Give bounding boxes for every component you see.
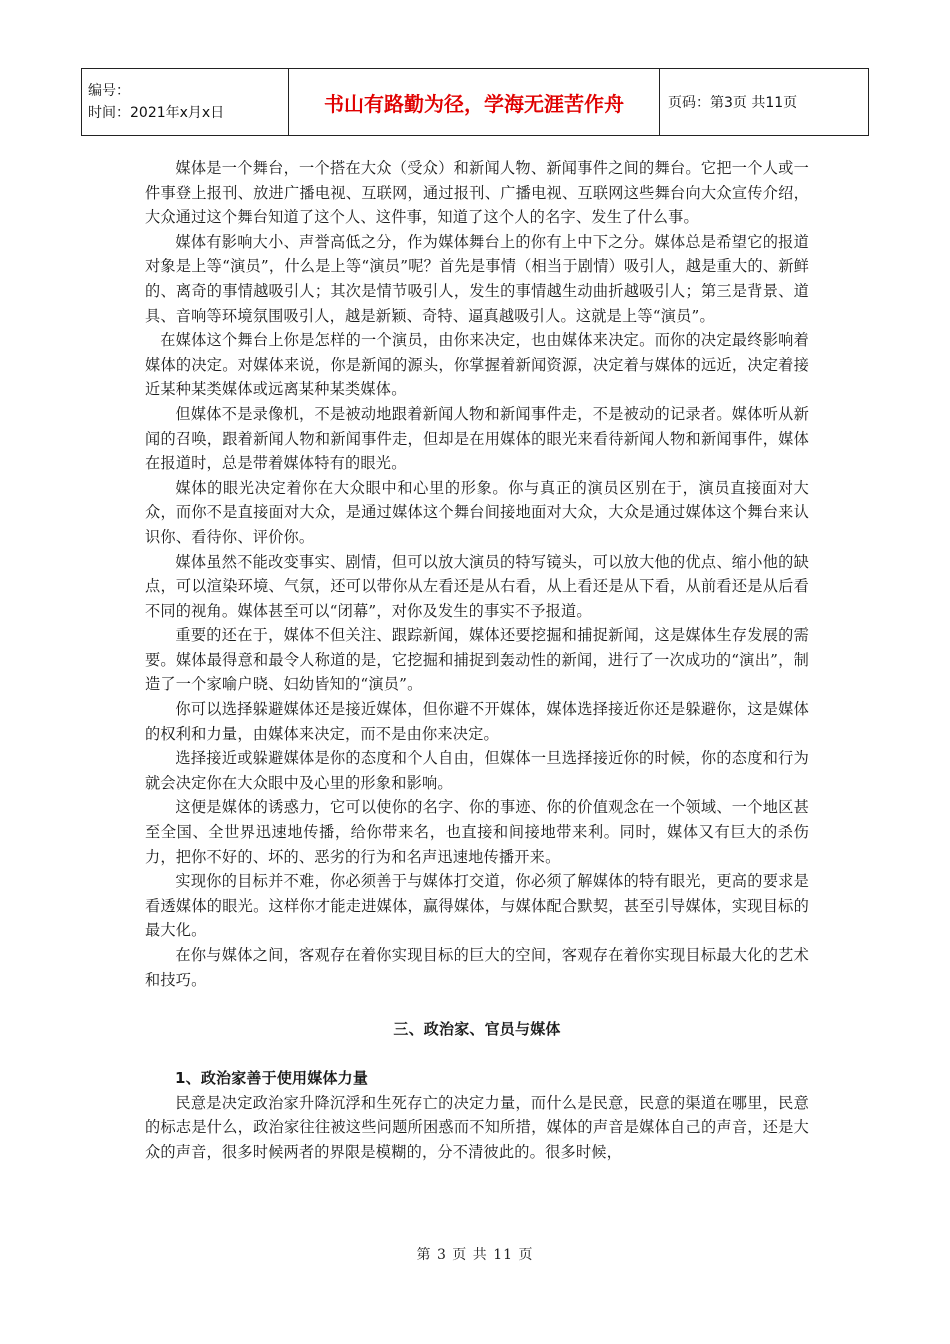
section-title: 三、政治家、官员与媒体 [393,1019,561,1038]
section-spacer [145,992,809,1017]
section-spacer [145,1041,809,1066]
body-paragraph: 选择接近或躲避媒体是你的态度和个人自由，但媒体一旦选择接近你的时候，你的态度和行为就会决定你在大众眼中及心里的形象和影响。 [145,749,809,792]
subsection-title: 1、政治家善于使用媒体力量 [175,1068,369,1087]
date-label: 时间：2021年x月x日 [88,105,225,121]
header-meta-cell [82,69,289,136]
document-header [81,68,869,136]
document-body [145,156,809,1164]
body-paragraph: 但媒体不是录像机，不是被动地跟着新闻人物和新闻事件走，不是被动的记录者。媒体听从新闻的召唤，跟着新闻人物和新闻事件走，但却是在用媒体的眼光来看待新闻人物和新闻事件，媒体在报道时，总是带着媒体特有的眼光。 [145,404,809,473]
body-paragraph: 民意是决定政治家升降沉浮和生死存亡的决定力量，而什么是民意，民意的渠道在哪里，民意的标志是什么，政治家往往被这些问题所困惑而不知所措，媒体的声音是媒体自己的声音，还是大众的声音，很多时候两者的界限是模糊的，分不清彼此的。很多时候， [145,1093,809,1161]
body-paragraph: 重要的还在于，媒体不但关注、跟踪新闻，媒体还要挖掘和捕捉新闻，这是媒体生存发展的需要。媒体最得意和最令人称道的是，它挖掘和捕捉到轰动性的新闻，进行了一次成功的“演出”，制造了一个家喻户晓、妇幼皆知的“演员”。 [145,626,809,694]
body-paragraph: 在你与媒体之间，客观存在着你实现目标的巨大的空间，客观存在着你实现目标最大化的艺术和技巧。 [145,946,809,989]
body-paragraph: 在媒体这个舞台上你是怎样的一个演员，由你来决定，也由媒体来决定。而你的决定最终影响着媒体的决定。对媒体来说，你是新闻的源头，你掌握着新闻资源，决定着与媒体的远近，决定着接近某种某类媒体或远离某种某类媒体。 [145,331,809,399]
body-paragraph: 这便是媒体的诱惑力，它可以使你的名字、你的事迹、你的价值观念在一个领域、一个地区甚至全国、全世界迅速地传播，给你带来名，也直接和间接地带来利。同时，媒体又有巨大的杀伤力，把你不好的、坏的、恶劣的行为和名声迅速地传播开来。 [145,798,809,866]
header-page-label: 页码：第3页 共11页 [660,69,869,136]
body-paragraph: 媒体有影响大小、声誉高低之分，作为媒体舞台上的你有上中下之分。媒体总是希望它的报道对象是上等“演员”，什么是上等“演员”呢？首先是事情（相当于剧情）吸引人，越是重大的、新鲜的、离奇的事情越吸引人；其次是情节吸引人，发生的事情越生动曲折越吸引人；第三是背景、道具、音响等环境氛围吸引人，越是新颖、奇特、逼真越吸引人。这就是上等“演员”。 [145,232,809,325]
body-paragraph: 媒体是一个舞台，一个搭在大众（受众）和新闻人物、新闻事件之间的舞台。它把一个人或一件事登上报刊、放进广播电视、互联网，通过报刊、广播电视、互联网这些舞台向大众宣传介绍，大众通过这个舞台知道了这个人、这件事，知道了这个人的名字、发生了什么事。 [145,159,809,227]
serial-number-label: 编号： [88,83,130,99]
body-paragraph: 媒体的眼光决定着你在大众眼中和心里的形象。你与真正的演员区别在于，演员直接面对大众，而你不是直接面对大众，是通过媒体这个舞台间接地面对大众，大众是通过媒体这个舞台来认识你、看待你、评价你。 [145,478,809,546]
body-paragraph: 媒体虽然不能改变事实、剧情，但可以放大演员的特写镜头，可以放大他的优点、缩小他的缺点，可以渲染环境、气氛，还可以带你从左看还是从右看，从上看还是从下看，从前看还是从后看不同的视角。媒体甚至可以“闭幕”，对你及发生的事实不予报道。 [145,552,809,620]
body-paragraph: 实现你的目标并不难，你必须善于与媒体打交道，你必须了解媒体的特有眼光，更高的要求是看透媒体的眼光。这样你才能走进媒体，赢得媒体，与媒体配合默契，甚至引导媒体，实现目标的最大化。 [145,872,809,940]
header-motto: 书山有路勤为径，学海无涯苦作舟 [289,69,660,136]
page-footer: 第 3 页 共 11 页 [416,1247,534,1263]
body-paragraph: 你可以选择躲避媒体还是接近媒体，但你避不开媒体，媒体选择接近你还是躲避你，这是媒体的权利和力量，由媒体来决定，而不是由你来决定。 [145,700,809,743]
